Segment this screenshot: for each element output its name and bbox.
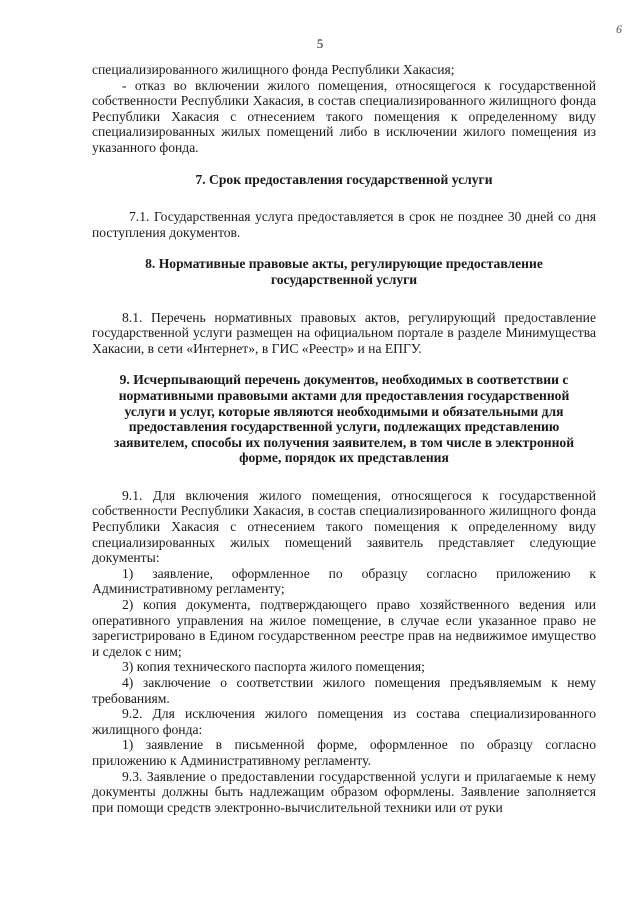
document-body bbox=[92, 62, 596, 815]
list-item: 3) копия технического паспорта жилого помещения; bbox=[122, 659, 425, 675]
paragraph: 7.1. Государственная услуга предоставляется в срок не позднее 30 дней со дня поступления документов. bbox=[92, 209, 596, 240]
section-heading-7: 7. Срок предоставления государственной услуги bbox=[195, 171, 493, 187]
list-item: 2) копия документа, подтверждающего право хозяйственного ведения или оперативного управления на жилое помещение, в случае если указанное право не зарегистрировано в Едином государственном реестре прав на недвижимое имущество и сделок с ним; bbox=[92, 597, 596, 659]
list-item: 4) заключение о соответствии жилого помещения предъявляемым к нему требованиям. bbox=[92, 675, 596, 706]
paragraph: 9.1. Для включения жилого помещения, относящегося к государственной собственности Республики Хакасия, в состав специализированного жилищного фонда Республики Хакасия с отнесением такого помещения к определенному виду специализированных жилых помещений заявитель представляет следующие документы: bbox=[92, 487, 596, 566]
paragraph: специализированного жилищного фонда Республики Хакасия; bbox=[92, 62, 455, 77]
handwritten-page-mark: 6 bbox=[616, 22, 622, 36]
page-number: 5 bbox=[316, 36, 324, 51]
list-item: 1) заявление, оформленное по образцу согласно приложению к Административному регламенту; bbox=[92, 565, 596, 597]
paragraph: 9.3. Заявление о предоставлении государственной услуги и прилагаемые к нему документы должны быть надлежащим образом оформлены. Заявление заполняется при помощи средств электронно-вычислительной техники или от руки bbox=[92, 768, 596, 815]
paragraph: 8.1. Перечень нормативных правовых актов, регулирующий предоставление государственной услуги размещен на официальном портале в разделе Минимущества Хакасии, в сети «Интернет», в ГИС «Реестр» и на ЕПГУ. bbox=[92, 309, 596, 356]
section-heading-9: 9. Исчерпывающий перечень документов, необходимых в соответствии с нормативными правовыми актами для предоставления государственной услуги и услуг, которые являются необходимыми и обязательными для предоставления государственной услуги, подлежащих представлению заявителем, способы их получения заявителем, в том числе в электронной форме, порядок их представления bbox=[113, 372, 575, 466]
paragraph: 9.2. Для исключения жилого помещения из состава специализированного жилищного фонда: bbox=[92, 706, 596, 737]
section-heading-8: 8. Нормативные правовые акты, регулирующие предоставление государственной услуги bbox=[145, 256, 543, 287]
list-item: 1) заявление в письменной форме, оформленное по образцу согласно приложению к Административному регламенту. bbox=[92, 737, 596, 768]
paragraph: - отказ во включении жилого помещения, относящегося к государственной собственности Республики Хакасия, в состав специализированного жилищного фонда Республики Хакасия с отнесением такого помещения к определенному виду специализированных жилых помещений либо в исключении жилого помещения из указанного фонда. bbox=[92, 77, 596, 155]
